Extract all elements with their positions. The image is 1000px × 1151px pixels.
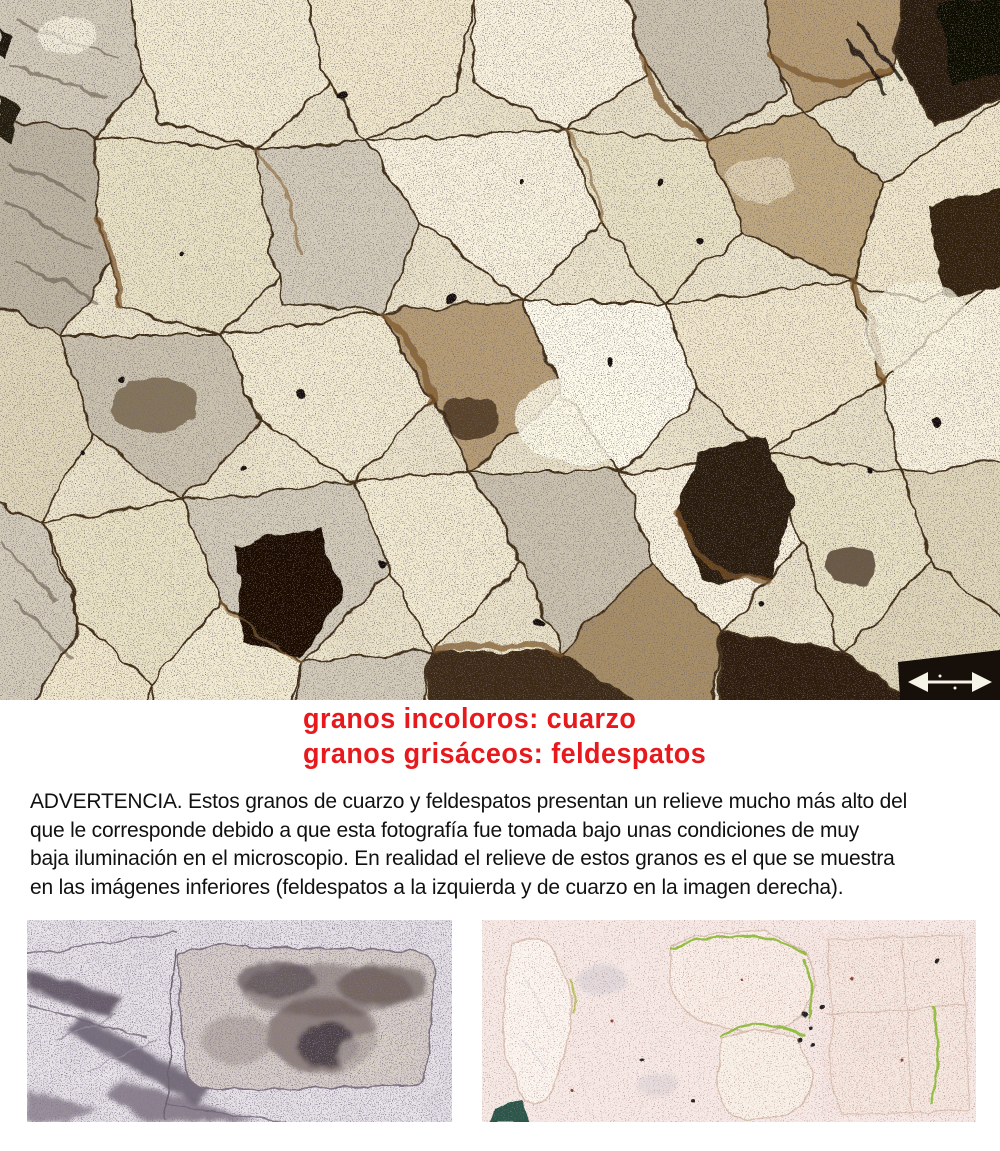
warning-line: que le corresponde debido a que esta fotografía fue tomada bajo unas condiciones de muy	[30, 818, 860, 842]
caption-quartz: granos incoloros: cuarzo	[303, 703, 637, 735]
warning-line: baja iluminación en el microscopio. En realidad el relieve de estos granos es el que se muestra	[30, 847, 895, 870]
warning-line: ADVERTENCIA. Estos granos de cuarzo y feldespatos presentan un relieve mucho más alto del	[30, 790, 908, 813]
warning-paragraph	[30, 788, 990, 902]
caption-block	[303, 702, 737, 772]
warning-line: en las imágenes inferiores (feldespatos a la izquierda y de cuarzo en la imagen derecha).	[30, 875, 844, 899]
caption-feldspar: granos grisáceos: feldespatos	[303, 738, 707, 770]
feldspar-photomicrograph	[27, 920, 452, 1122]
quartz-photomicrograph	[482, 920, 976, 1122]
